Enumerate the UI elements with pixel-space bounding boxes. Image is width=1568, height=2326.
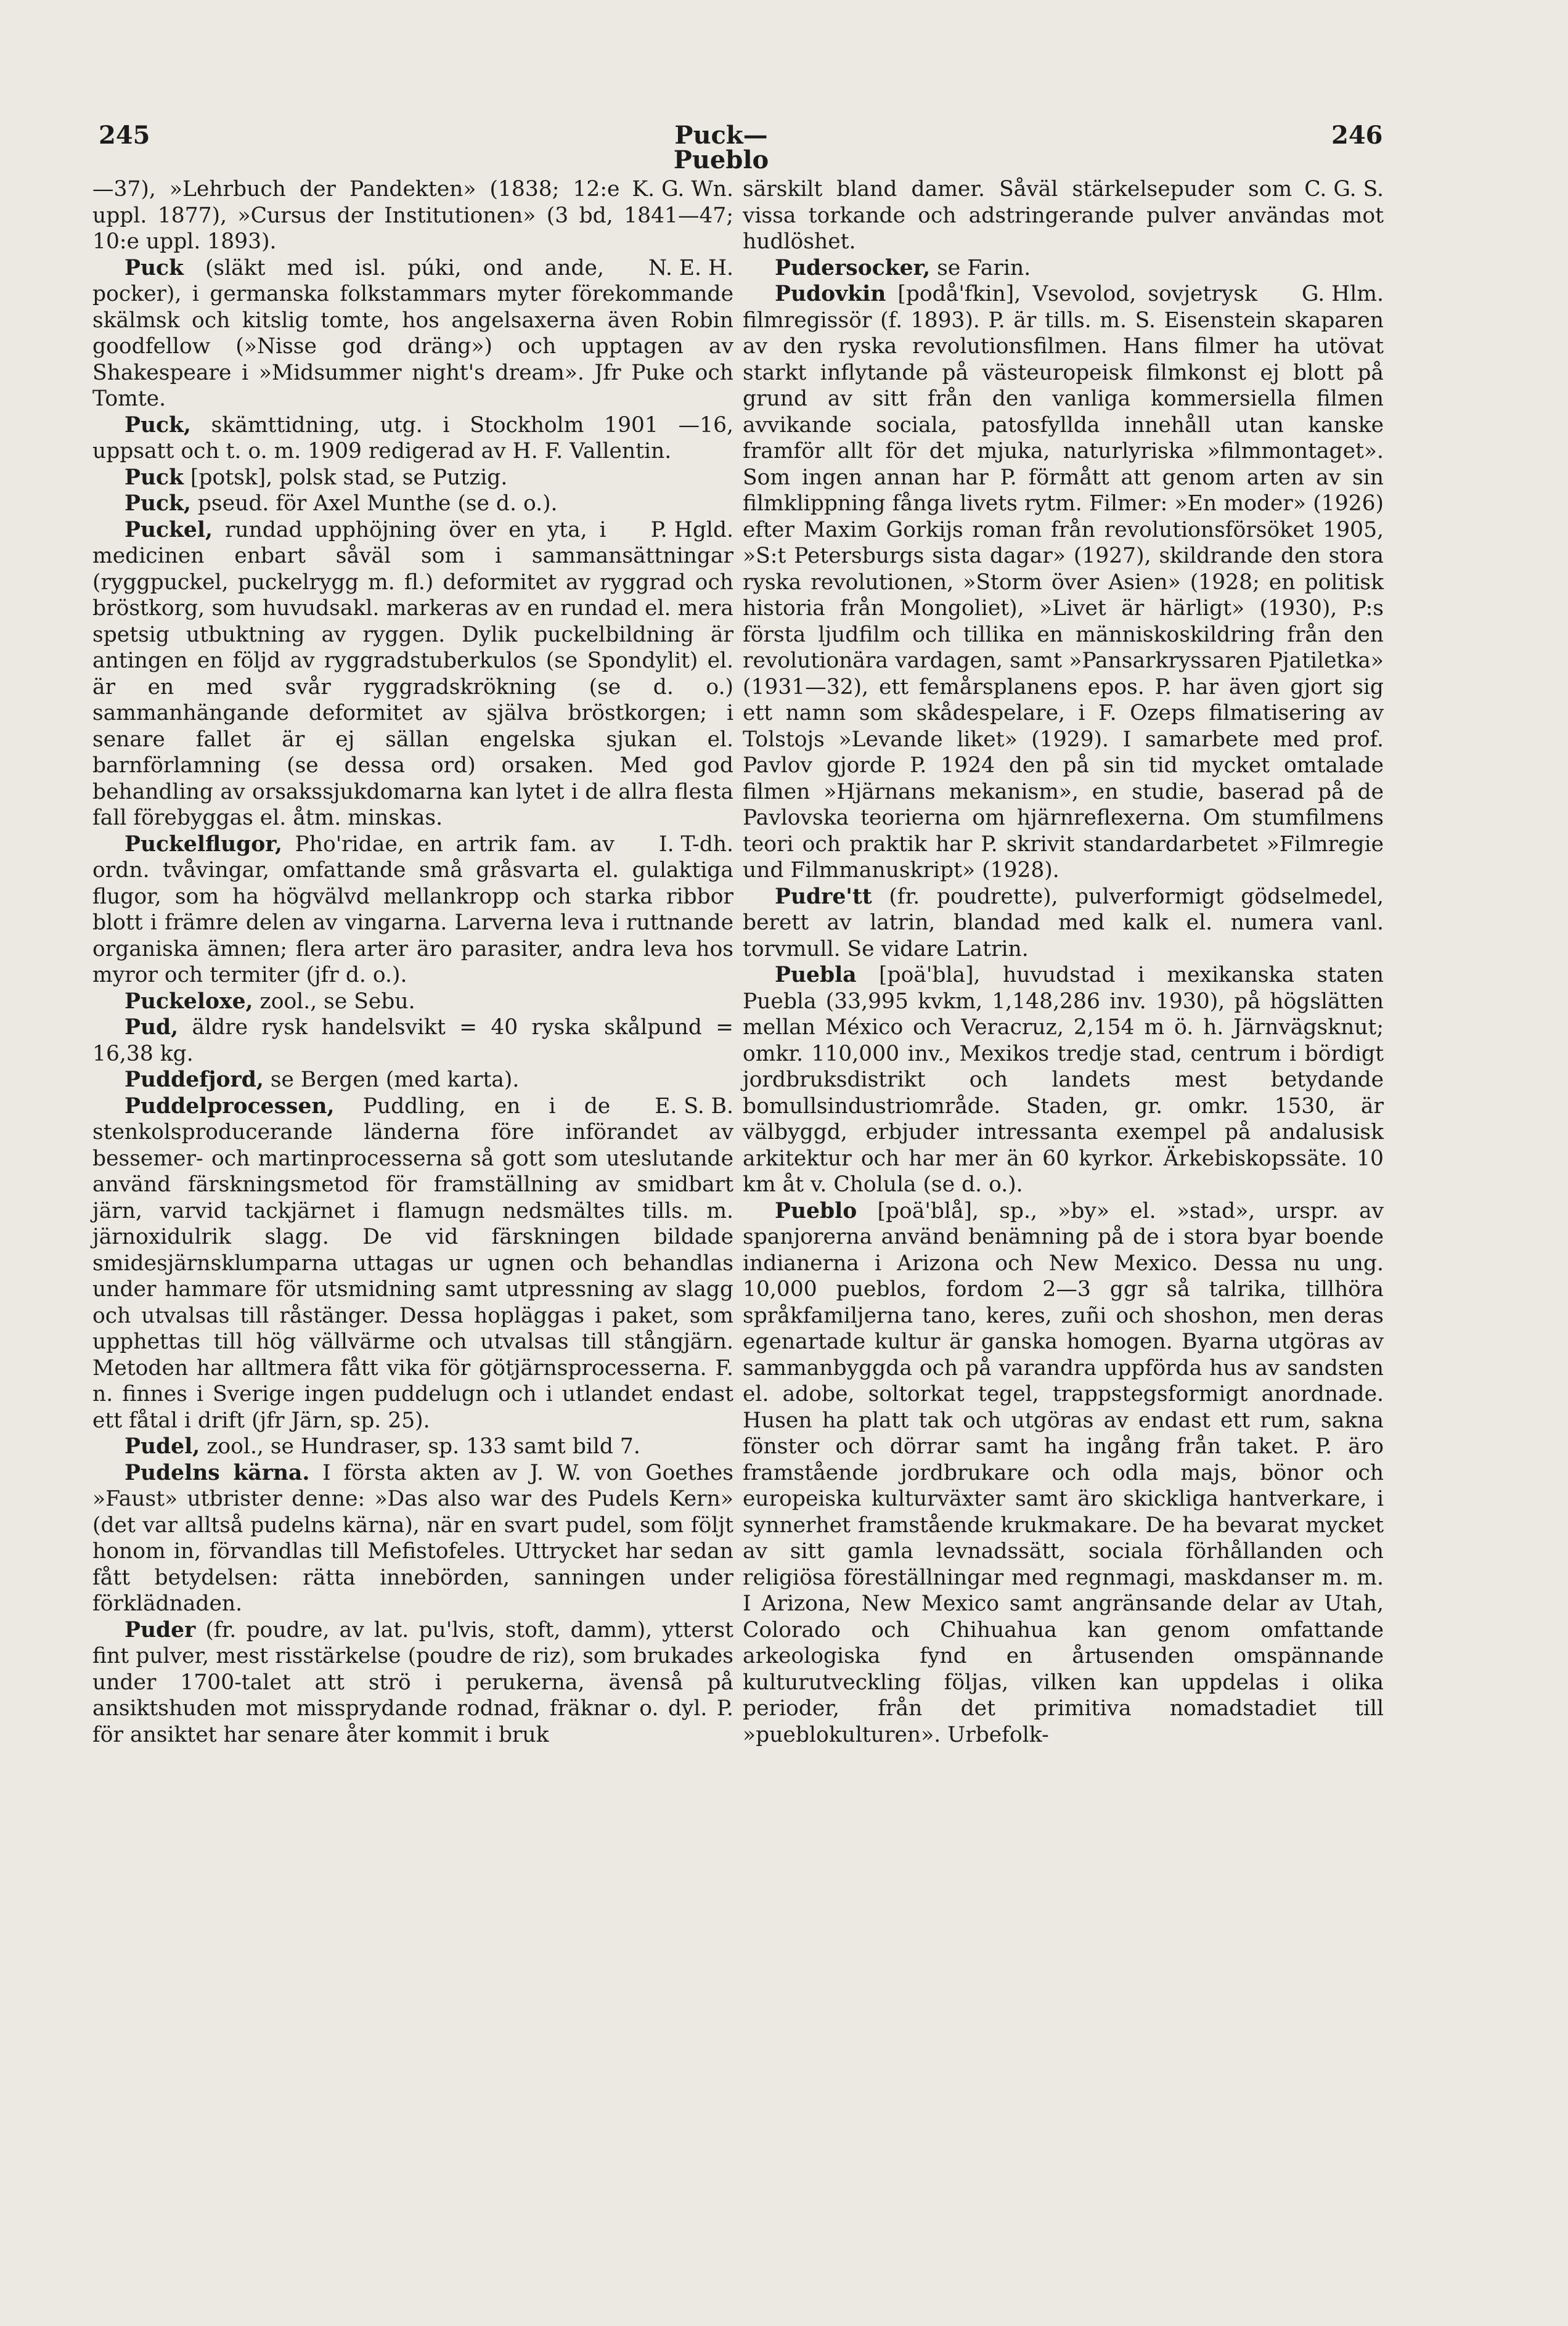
entry-text: se Bergen (med karta). [270,1067,520,1092]
entry [92,1067,733,1093]
entry [92,465,733,491]
entry [743,1198,1384,1749]
entry-headword: Pudelns kärna. [125,1460,310,1485]
entry-text: särskilt bland damer. Såväl stärkelsepuder som vissa torkande och adstringerande pulver användas mot hudlöshet. [743,177,1384,254]
entry-headword: Puder [125,1617,196,1642]
entry [92,831,733,989]
entry-text: (släkt med isl. púki, ond ande, pocker), i germanska folkstammars myter förekommande skälmsk och kitslig tomte, hos angelsaxerna även Robin goodfellow (»Nisse god dräng») och upptagen av Shakespeare i »Midsummer night's dream». Jfr Puke och Tomte. [92,255,733,411]
entry-text: Puddling, en i de stenkolsproducerande länderna före införandet av bessemer- och martinprocesserna så gott som uteslutande använd färskningsmetod för framställning av smidbart järn, varvid tackjärnet i flamugn nedsmältes tills. m. järnoxidulrik slagg. De vid färskningen bildade smidesjärnsklumparna uttagas ur ugnen och behandlas under hammare för utsmidning samt utpressning av slagg och utvalsas till råstänger. Dessa hopläggas i paket, som upphettas till hög vällvärme och utvalsas till stångjärn. Metoden har alltmera fått vika för götjärnsprocesserna. F. n. finnes i Sverige ingen puddelugn och i utlandet endast ett fåtal i drift (jfr Järn, sp. 25). [92,1093,733,1433]
page-number-left: 245 [99,121,150,150]
entry-text: Pho'ridae, en artrik fam. av ordn. tvåvingar, omfattande små gråsvarta el. gulaktiga flugor, som ha högvälvd mellankropp och starka ribbor blott i främre delen av vingarna. Larverna leva i ruttnande organiska ämnen; flera arter äro parasiter, andra leva hos myror och termiter (jfr d. o.). [92,831,733,987]
entry-text: —37), »Lehrbuch der Pandekten» (1838; 12:e uppl. 1877), »Cursus der Institutionen» (3 bd, 1841—47; 10:e uppl. 1893). [92,177,733,254]
author-signature: K. G. Wn. [632,177,733,202]
page-number-right: 246 [1331,121,1383,150]
entry [743,962,1384,1198]
entry [92,1093,733,1434]
entry-text: [podå'fkin], Vsevolod, sovjetrysk filmregissör (f. 1893). P. är tills. m. S. Eisenstein skaparen av den ryska revolutionsfilmen. Hans filmer ha utövat starkt inflytande på västeuropeisk filmkonst ej blott på grund av sitt från den vanliga kommersiella filmen avvikande sociala, patosfyllda innehåll utan kanske framför allt för det mjuka, naturlyriska »filmmontaget». Som ingen annan har P. förmått att genom arten av sin filmklippning fånga livets rytm. Filmer: »En moder» (1926) efter Maxim Gorkijs roman från revolutionsförsöket 1905, »S:t Petersburgs sista dagar» (1927), skildrande den stora ryska revolutionen, »Storm över Asien» (1928; en politisk historia från Mongoliet), »Livet är härligt» (1930), P:s första ljudfilm och tillika en människoskildring från den revolutionära vardagen, samt »Pansarkryssaren Pjatiletka» (1931—32), ett femårsplanens epos. P. har även gjort sig ett namn som skådespelare, i F. Ozeps filmatisering av Tolstojs »Levande liket» (1929). I samarbete med prof. Pavlov gjorde P. 1924 den på sin tid mycket omtalade filmen »Hjärnans mekanism», en studie, baserad på de Pavlovska teorierna om hjärnreflexerna. Om stumfilmens teori och praktik har P. skrivit standardarbetet »Filmregie und Filmmanuskript» (1928). [743,282,1384,883]
entry [743,884,1384,963]
entry-headword: Puckelflugor, [125,831,282,857]
entry [92,1460,733,1617]
entry-headword: Pueblo [775,1198,857,1223]
left-column [92,176,733,1748]
entry-text: I första akten av J. W. von Goethes »Faust» utbrister denne: »Das also war des Pudels Kern» (det var alltså pudelns kärna), när en svart pudel, som följt honom in, förvandlas till Mefistofeles. Uttrycket har sedan fått betydelsen: rätta innebörden, sanningen under förklädnaden. [92,1460,734,1616]
entry-headword: Puebla [775,963,857,987]
entry-headword: Pudel, [125,1434,200,1459]
entry [92,1434,733,1460]
entry-headword: Puck, [125,412,191,438]
entry-text: se Farin. [937,255,1031,280]
entry [92,176,733,255]
entry [92,1617,733,1749]
entry-headword: Pudovkin [775,282,886,306]
author-signature: C. G. S. [1304,177,1384,202]
entry [92,1014,733,1067]
author-signature: G. Hlm. [1301,282,1384,306]
entry-headword: Puckel, [125,517,213,542]
entry-headword: Pudersocker, [775,255,931,280]
entry-text: zool., se Sebu. [259,989,415,1014]
entry [92,517,733,831]
entry-headword: Puddelprocessen, [125,1093,335,1119]
entry-text: rundad upphöjning över en yta, i medicinen enbart såväl som i sammansättningar (ryggpuckel, puckelrygg m. fl.) deformitet av ryggrad och bröstkorg, som huvudsakl. markeras av en rundad el. mera spetsig utbuktning av ryggen. Dylik puckelbildning är antingen en följd av ryggradstuberkulos (se Spondylit) el. är en med svår ryggradskrökning (se d. o.) sammanhängande deformitet av själva bröstkorgen; i senare fallet är ej sällan engelska sjukan el. barnförlamning (se dessa ord) orsaken. Med god behandling av orsakssjukdomarna kan lytet i de allra flesta fall förebyggas el. åtm. minskas. [92,517,733,830]
entry-text: zool., se Hundraser, sp. 133 samt bild 7. [206,1434,640,1459]
entry-text: [poä'bla], huvudstad i mexikanska staten Puebla (33,995 kvkm, 1,148,286 inv. 1930), på högslätten mellan México och Veracruz, 2,154 m ö. h. Järnvägsknut; omkr. 110,000 inv., Mexikos tredje stad, centrum i bördigt jordbruksdistrikt och landets mest betydande bomullsindustriområde. Staden, gr. omkr. 1530, är välbyggd, erbjuder intressanta exempel på andalusisk arkitektur och har mer än 60 kyrkor. Ärkebiskopssäte. 10 km åt v. Cholula (se d. o.). [743,963,1384,1197]
entry [743,176,1384,255]
entry-text: pseud. för Axel Munthe (se d. o.). [197,491,558,516]
author-signature: E. S. B. [655,1093,733,1119]
right-column [743,176,1384,1748]
entry-headword: Puddefjord, [125,1067,264,1092]
author-signature: P. Hgld. [650,517,733,542]
entry-text: (fr. poudrette), pulverformigt gödselmedel, berett av latrin, blandad med kalk el. numera vanl. torvmull. Se vidare Latrin. [743,884,1384,961]
entry-headword: Pud, [125,1015,179,1040]
entry-text: [poä'blå], sp., »by» el. »stad», urspr. av spanjorerna använd benämning på de i stora byar boende indianerna i Arizona och New Mexico. Dessa nu ung. 10,000 pueblos, fordom 2—3 ggr så talrika, tillhöra språkfamiljerna tano, keres, zuñi och shoshon, men deras egenartade kultur är ganska homogen. Byarna utgöras av sammanbyggda och på varandra uppförda hus av sandsten el. adobe, soltorkat tegel, trappstegsformigt anordnade. Husen ha platt tak och utgöras av endast ett rum, sakna fönster och dörrar samt ha ingång från taket. P. äro framstående jordbrukare och odla majs, bönor och europeiska kulturväxter samt äro skickliga hantverkare, i synnerhet framstående krukmakare. De ha bevarat mycket av sitt gamla levnadssätt, sociala förhållanden och religiösa föreställningar med regnmagi, maskdanser m. m. I Arizona, New Mexico samt angränsande delar av Utah, Colorado och Chihuahua kan genom omfattande arkeologiska fynd en årtusenden omspännande kulturutveckling följas, vilken kan uppdelas i olika perioder, från det primitiva nomadstadiet till »pueblokulturen». Urbefolk- [743,1198,1384,1747]
entry [743,255,1384,282]
entry-headword: Puck [125,255,184,280]
author-signature: I. T-dh. [658,831,733,857]
entry [92,255,733,412]
entry-headword: Pudre'tt [775,884,872,909]
entry-text: (fr. poudre, av lat. pu'lvis, stoft, damm), ytterst fint pulver, mest risstärkelse (poudre de riz), som brukades under 1700-talet att strö i perukerna, ävenså på ansiktshuden mot missprydande rodnad, fräknar o. dyl. P. för ansiktet har senare åter kommit i bruk [92,1617,733,1747]
entry [92,491,733,517]
entry-headword: Puck, [125,491,191,516]
entry-headword: Puck [125,465,184,490]
entry-headword: Puckeloxe, [125,989,253,1014]
entry [743,281,1384,884]
entry-text: [potsk], polsk stad, se Putzig. [190,465,508,490]
entry-text: skämttidning, utg. i Stockholm 1901 —16, uppsatt och t. o. m. 1909 redigerad av H. F. Vallentin. [92,412,733,463]
running-title: Puck—Pueblo [673,121,769,174]
entry [92,989,733,1015]
author-signature: N. E. H. [648,255,733,280]
entry [92,412,733,465]
entry-text: äldre rysk handelsvikt = 40 ryska skålpund = 16,38 kg. [92,1015,734,1066]
